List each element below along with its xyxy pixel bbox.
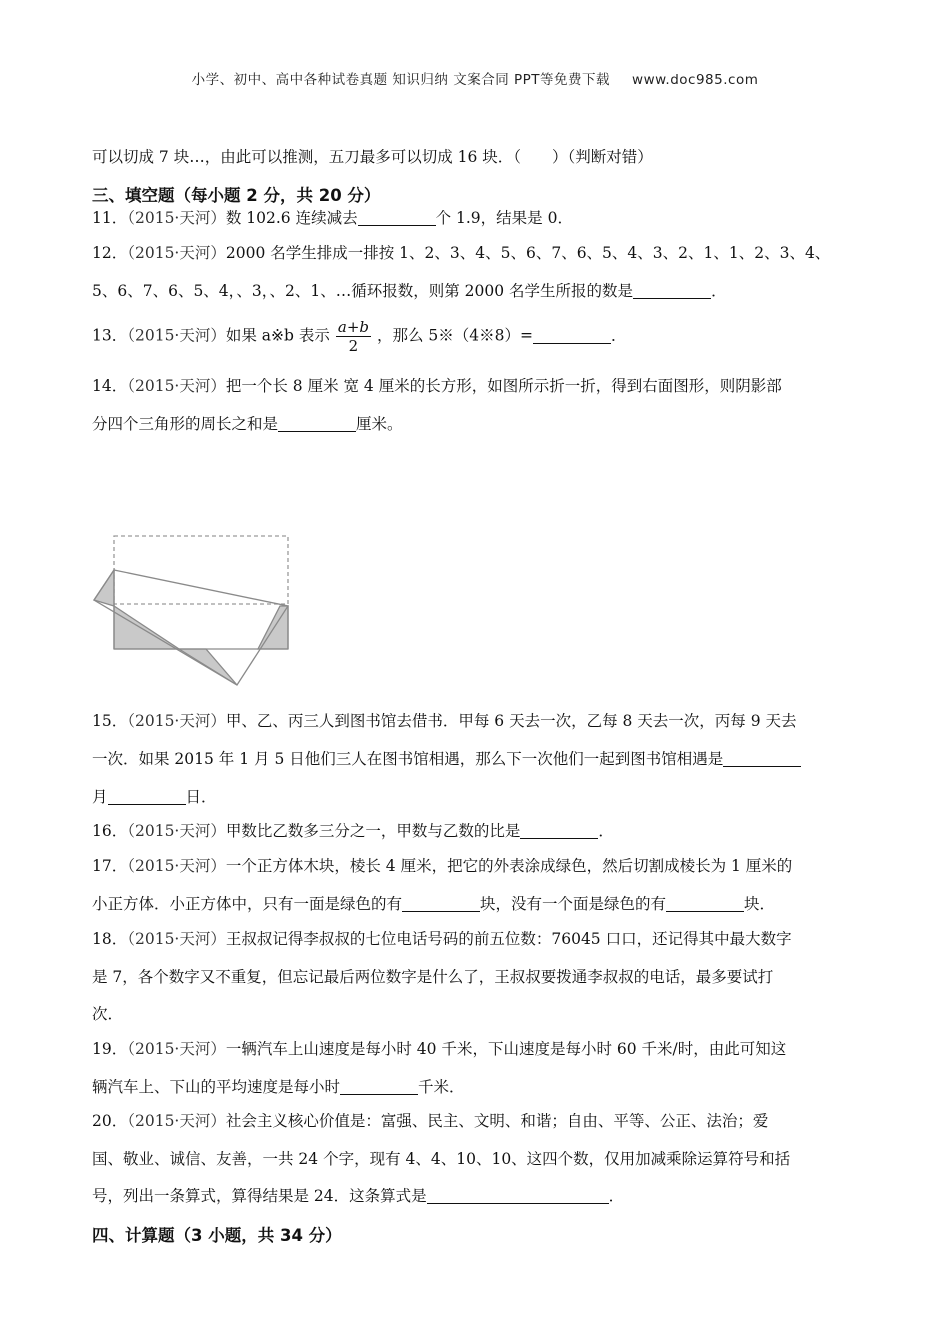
question-20-line2 bbox=[92, 1148, 790, 1170]
q12-text-a: 2000 名学生排成一排按 1、2、3、4、5、6、7、6、5、4、3、2、1、1、2、3、4、 bbox=[225, 244, 831, 262]
q15-blank-month[interactable] bbox=[723, 750, 801, 767]
q13-fraction bbox=[336, 318, 371, 355]
q17-text-a: 一个正方体木块，棱长 4 厘米，把它的外表涂成绿色，然后切割成棱长为 1 厘米的 bbox=[225, 857, 793, 875]
q19-number: 19． bbox=[92, 1040, 128, 1058]
q17-number: 17． bbox=[92, 857, 128, 875]
question-20 bbox=[92, 1110, 768, 1132]
fraction-numerator: a+b bbox=[337, 318, 369, 336]
question-16 bbox=[92, 820, 614, 842]
header-text: 小学、初中、高中各种试卷真题 知识归纳 文案合同 PPT等免费下载 bbox=[191, 72, 611, 88]
question-19 bbox=[92, 1038, 786, 1060]
question-11 bbox=[92, 207, 573, 229]
q15-text-a: 甲、乙、丙三人到图书馆去借书．甲每 6 天去一次，乙每 8 天去一次，丙每 9 天去 bbox=[225, 712, 797, 730]
q15-text-d: 日． bbox=[185, 788, 217, 806]
q17-blank-no-face[interactable] bbox=[666, 895, 744, 912]
q20-text-a: 社会主义核心价值是：富强、民主、文明、和谐；自由、平等、公正、法治；爱 bbox=[225, 1112, 769, 1130]
q11-number: 11． bbox=[92, 209, 128, 227]
q12-text-c: ． bbox=[711, 282, 727, 300]
q18-text-a: 王叔叔记得李叔叔的七位电话号码的前五位数：76045 口口，还记得其中最大数字 bbox=[225, 930, 792, 948]
q10-text: 可以切成 7 块…，由此可以推测，五刀最多可以切成 16 块．（ ）（判断对错） bbox=[92, 148, 653, 166]
q13-number: 13． bbox=[92, 326, 128, 345]
q13-text-a: 如果 a※b 表示 bbox=[225, 326, 330, 345]
q12-source: （2015·天河） bbox=[127, 244, 226, 262]
q14-text-b: 分四个三角形的周长之和是 bbox=[92, 415, 279, 433]
q16-text-a: 甲数比乙数多三分之一，甲数与乙数的比是 bbox=[225, 822, 521, 840]
q19-text-a: 一辆汽车上山速度是每小时 40 千米，下山速度是每小时 60 千米/时，由此可知这 bbox=[225, 1040, 787, 1058]
q13-text-c: ． bbox=[611, 326, 627, 345]
section-3-title: 三、填空题（每小题 2 分，共 20 分） bbox=[92, 186, 381, 205]
q20-source: （2015·天河） bbox=[127, 1112, 226, 1130]
q20-text-b: 国、敬业、诚信、友善，一共 24 个字，现有 4、4、10、10、这四个数，仅用加减乘除运算符号和括 bbox=[92, 1150, 791, 1168]
q20-text-c: 号，列出一条算式，算得结果是 24．这条算式是 bbox=[92, 1187, 427, 1205]
question-15-line2 bbox=[92, 748, 801, 770]
question-14-line2 bbox=[92, 413, 403, 435]
question-12-line2 bbox=[92, 280, 727, 302]
q13-text-b: ，那么 5※（4※8）= bbox=[377, 326, 533, 345]
q14-text-a: 把一个长 8 厘米 宽 4 厘米的长方形，如图所示折一折，得到右面图形，则阴影部 bbox=[225, 377, 782, 395]
question-17-line2 bbox=[92, 893, 775, 915]
q10-continuation bbox=[92, 146, 653, 168]
q11-text-a: 数 102.6 连续减去 bbox=[225, 209, 358, 227]
q20-text-d: ． bbox=[608, 1187, 625, 1205]
q17-source: （2015·天河） bbox=[127, 857, 226, 875]
folded-rectangle-figure bbox=[90, 530, 295, 694]
question-19-line2 bbox=[92, 1076, 465, 1098]
q16-text-b: ． bbox=[598, 822, 614, 840]
q17-text-b: 小正方体．小正方体中，只有一面是绿色的有 bbox=[92, 895, 403, 913]
q15-blank-day[interactable] bbox=[108, 788, 186, 805]
q15-number: 15． bbox=[92, 712, 128, 730]
q16-source: （2015·天河） bbox=[127, 822, 226, 840]
question-20-line3 bbox=[92, 1185, 624, 1207]
q12-blank[interactable] bbox=[633, 282, 711, 299]
shaded-triangle-bottom-left bbox=[114, 606, 179, 649]
q12-number: 12． bbox=[92, 244, 128, 262]
q11-text-b: 个 1.9，结果是 0． bbox=[435, 209, 573, 227]
q15-text-b: 一次．如果 2015 年 1 月 5 日他们三人在图书馆相遇，那么下一次他们一起到图书馆相遇是 bbox=[92, 750, 724, 768]
q20-blank[interactable] bbox=[427, 1187, 609, 1204]
fold-diagram bbox=[90, 530, 295, 690]
section-4-title: 四、计算题（3 小题，共 34 分） bbox=[92, 1226, 342, 1245]
q19-text-c: 千米． bbox=[418, 1078, 465, 1096]
question-13 bbox=[92, 318, 627, 355]
q19-blank[interactable] bbox=[340, 1078, 418, 1095]
q11-blank[interactable] bbox=[358, 209, 436, 226]
q15-text-c: 月 bbox=[92, 788, 108, 806]
question-18-line3 bbox=[92, 1003, 123, 1025]
question-12 bbox=[92, 242, 830, 264]
q13-source: （2015·天河） bbox=[127, 326, 226, 345]
q14-text-c: 厘米。 bbox=[356, 415, 403, 433]
question-14 bbox=[92, 375, 782, 397]
q18-source: （2015·天河） bbox=[127, 930, 226, 948]
q17-text-c: 块，没有一个面是绿色的有 bbox=[480, 895, 667, 913]
question-18-line2 bbox=[92, 966, 773, 988]
question-15-line3 bbox=[92, 786, 217, 808]
question-18 bbox=[92, 928, 792, 950]
q18-number: 18． bbox=[92, 930, 128, 948]
q17-blank-one-face[interactable] bbox=[402, 895, 480, 912]
q14-blank[interactable] bbox=[278, 415, 356, 432]
q11-source: （2015·天河） bbox=[127, 209, 226, 227]
q16-number: 16． bbox=[92, 822, 128, 840]
q12-text-b: 5、6、7、6、5、4，、3，、2、1、…循环报数，则第 2000 名学生所报的数是 bbox=[92, 282, 634, 300]
q13-blank[interactable] bbox=[533, 327, 611, 344]
original-rectangle-outline bbox=[114, 536, 288, 604]
page-header bbox=[0, 68, 950, 88]
header-site: www.doc985.com bbox=[632, 72, 759, 88]
q18-text-b: 是 7，各个数字又不重复，但忘记最后两位数字是什么了，王叔叔要拨通李叔叔的电话，最多要试打 bbox=[92, 968, 774, 986]
q20-number: 20． bbox=[92, 1112, 128, 1130]
q19-text-b: 辆汽车上、下山的平均速度是每小时 bbox=[92, 1078, 341, 1096]
q18-text-c: 次． bbox=[92, 1005, 124, 1023]
question-15 bbox=[92, 710, 797, 732]
q19-source: （2015·天河） bbox=[127, 1040, 226, 1058]
question-17 bbox=[92, 855, 792, 877]
q15-source: （2015·天河） bbox=[127, 712, 226, 730]
fraction-denominator: 2 bbox=[348, 337, 359, 355]
q14-number: 14． bbox=[92, 377, 128, 395]
q17-text-d: 块． bbox=[744, 895, 776, 913]
q14-source: （2015·天河） bbox=[127, 377, 226, 395]
q16-blank[interactable] bbox=[520, 822, 598, 839]
